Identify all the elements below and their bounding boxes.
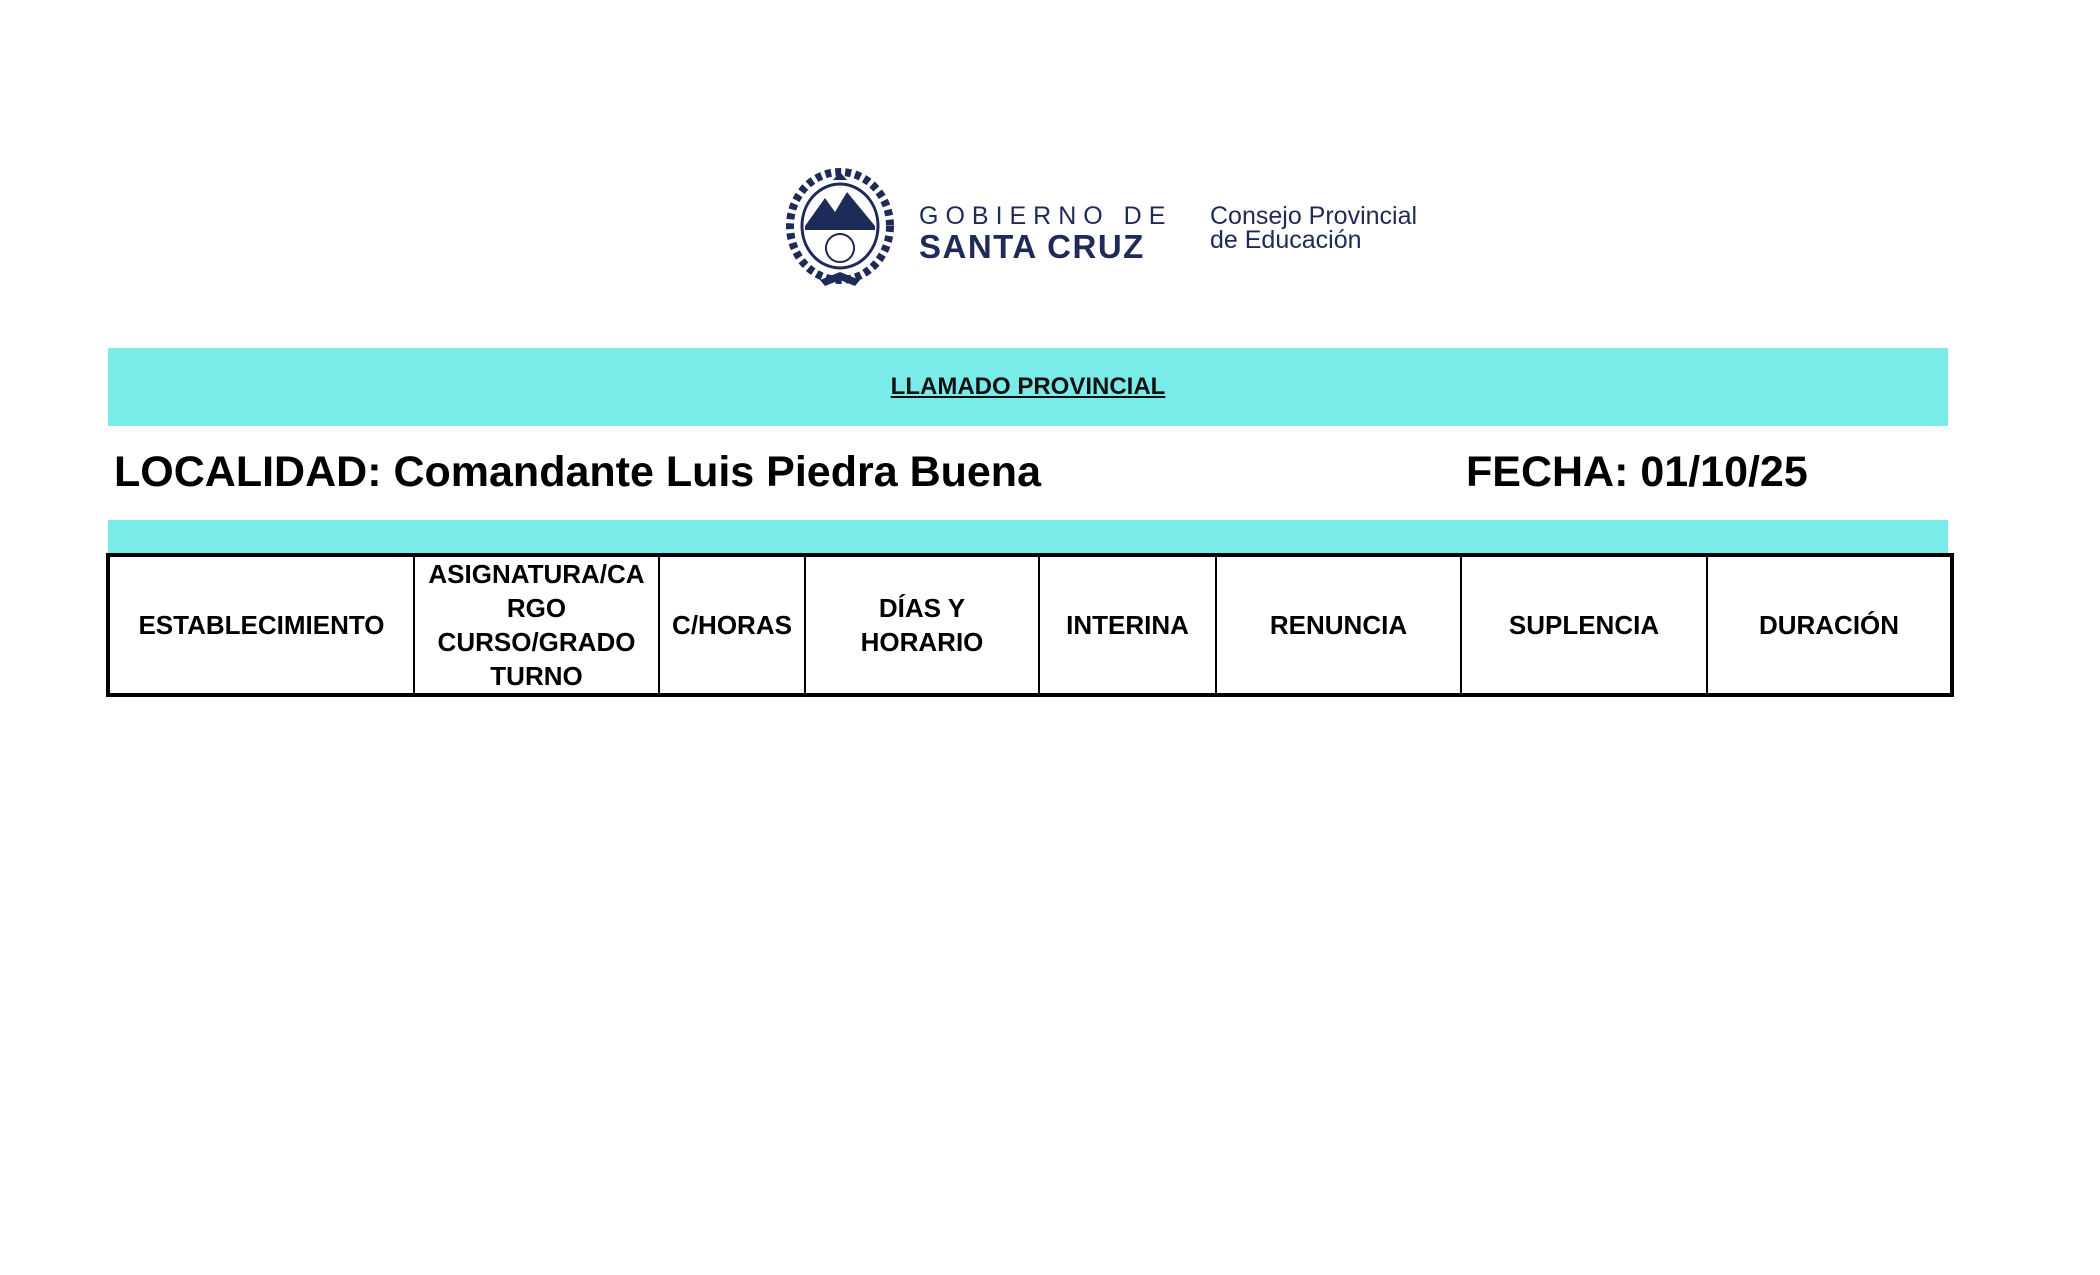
column-header	[108, 555, 414, 695]
santa-cruz-coat-of-arms-icon	[785, 168, 895, 290]
council-name	[1210, 204, 1417, 252]
localidad-heading: LOCALIDAD: Comandante Luis Piedra Buena	[114, 448, 1041, 496]
column-header	[1216, 555, 1461, 695]
column-header-line: DURACIÓN	[1758, 610, 1900, 640]
column-header	[1707, 555, 1952, 695]
council-line1: Consejo Provincial	[1210, 202, 1418, 230]
column-header-line: INTERINA	[1066, 610, 1189, 640]
council-line2: de Educación	[1210, 226, 1362, 254]
header-logo	[785, 168, 1465, 290]
column-header-line: SUPLENCIA	[1508, 610, 1660, 640]
gov-line2: SANTA CRUZ	[919, 228, 1145, 265]
column-header-line: DÍAS Y	[878, 593, 966, 623]
fecha-heading: FECHA: 01/10/25	[1466, 448, 1808, 496]
gov-line1: GOBIERNO DE	[919, 202, 1173, 230]
column-header-line: ESTABLECIMIENTO	[138, 610, 385, 640]
column-header	[1461, 555, 1707, 695]
separator-band	[108, 520, 1948, 554]
table-header-row	[108, 555, 1952, 695]
column-header	[805, 555, 1039, 695]
column-header	[659, 555, 805, 695]
column-header-line: HORARIO	[860, 627, 984, 657]
column-header-line: RGO	[506, 593, 567, 623]
banner-title: LLAMADO PROVINCIAL	[890, 373, 1166, 400]
title-banner	[108, 348, 1948, 426]
vacancies-table	[106, 553, 1954, 697]
column-header-line: TURNO	[490, 661, 583, 691]
column-header-line: C/HORAS	[672, 610, 792, 640]
column-header	[1039, 555, 1216, 695]
column-header-line: RENUNCIA	[1269, 610, 1408, 640]
government-name	[919, 202, 1172, 264]
column-header-line: CURSO/GRADO	[437, 627, 636, 657]
column-header-line: ASIGNATURA/CA	[428, 559, 645, 589]
column-header	[414, 555, 659, 695]
